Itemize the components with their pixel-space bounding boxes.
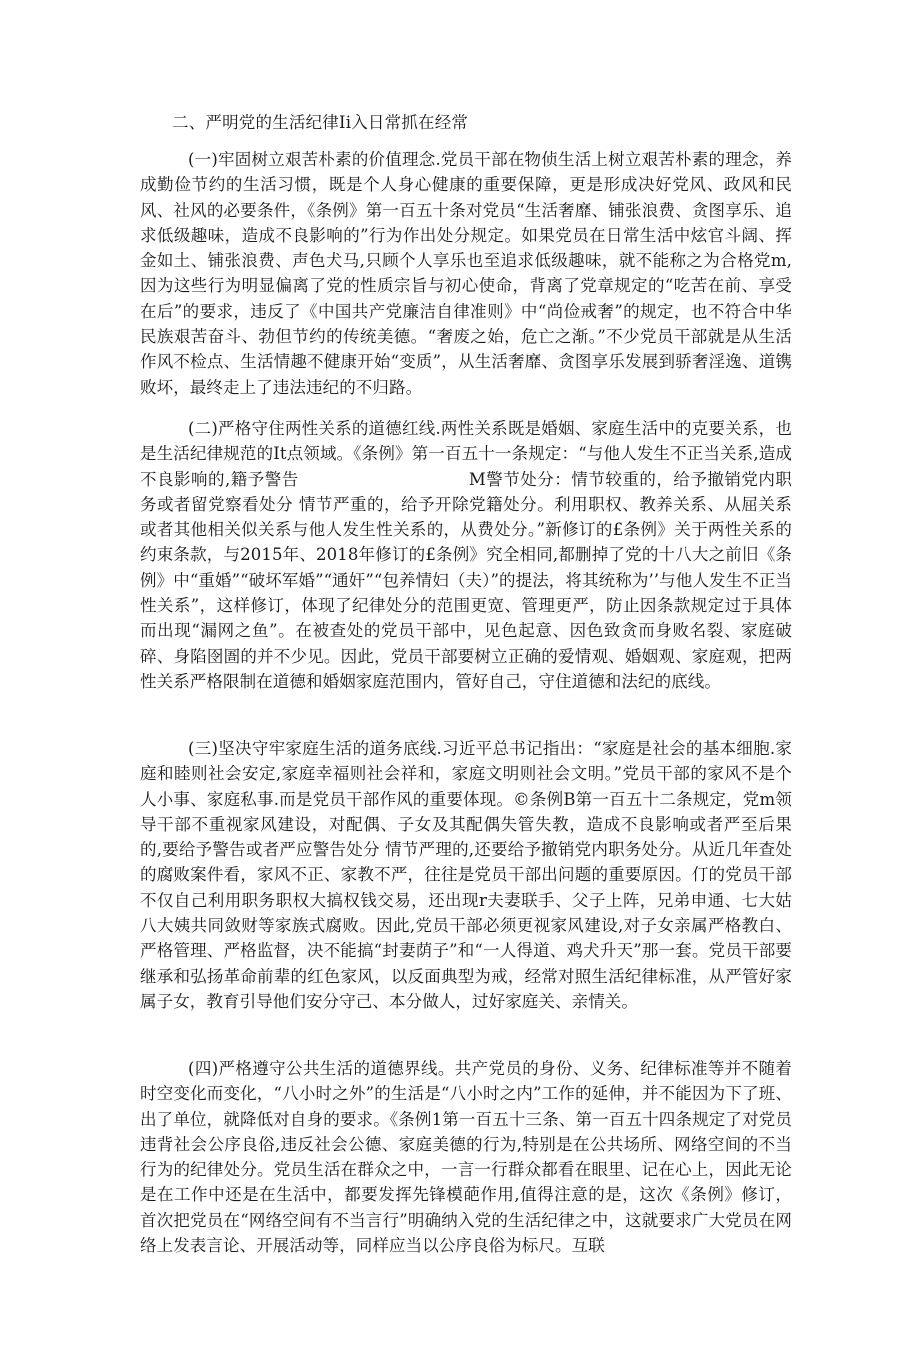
- paragraph-1: (一)牢固树立艰苦朴素的价值理念.党员干部在物侦生活上树立艰苦朴素的理念，养成勤俭节约的生活习惯，既是个人身心健康的重要保障，更是形成决好党风、政风和民风、社风的必要条件，《条例》第一百五十条对党员“生活奢靡、铺张浪费、贪图享乐、追求低级趣味，造成不良影响的”行为作出处分规定。如果党员在日常生活中炫官斗阔、挥金如土、铺张浪费、声色犬马,只顾个人享乐也至追求低级趣味，就不能称之为合格党m,因为这些行为明显偏离了党的性质宗旨与初心使命，背离了党章规定的“吃苦在前、享受在后”的要求，违反了《中国共产党廉洁自律准则》中“尚俭戒奢”的规定，也不符合中华民族艰苦奋斗、勃但节约的传统美德。“奢废之始，危亡之渐。”不少党员干部就是从生活作风不检点、生活情趣不健康开始“变质”，从生活奢靡、贪图享乐发展到骄奢淫逸、道镌败坏，最终走上了违法违纪的不归路。: [140, 150, 792, 397]
- section-heading: 二、严明党的生活纪律Ii入日常抓在经常: [172, 113, 469, 132]
- paragraph-3: (三)坚决守牢家庭生活的道务底线.习近平总书记指出：“家庭是社会的基本细胞.家庭和睦则社会安定,家庭幸福则社会祥和，家庭文明则社会文明。”党员干部的家风不是个人小事、家庭私事.而是党员干部作风的重要体现。©条例B第一百五十二条规定，党m领导干部不重视家风建设，对配偶、子女及其配偶失管失教，造成不良影响或者严至后果的,要给予警告或者严应警告处分 情节严理的,还要给予撤销党内职务处分。从近几年查处的腐败案件看，家风不正、家教不严，往往是党员干部出问题的重要原因。仃的党员干部不仅自己利用职务职权大搞权钱交易，还出现r夫妻联手、父子上阵，兄弟申通、七大姑八大姨共同敛财等家族式腐败。因此,党员干部必须更视家风建设,对子女亲属严格教白、严格管理、严格监督，决不能搞“封妻荫子”和“一人得道、鸡犬升天”那一套。党员干部要继承和弘扬革命前辈的红色家风，以反面典型为戒，经常对照生活纪律标准，从严管好家属子女，教育引导他们安分守己、本分做人，过好家庭关、亲情关。: [140, 739, 792, 1011]
- paragraph-4: (四)严格遵守公共生活的道德界线。共产党员的身份、义务、纪律标准等并不随着时空变化而变化，“八小时之外”的生活是“八小时之内”工作的延伸，并不能因为下了班、出了单位，就降低对自身的要求。《条例1第一百五十三条、第一百五十四条规定了对党员违背社会公序良俗,违反社会公德、家庭美德的行为,特别是在公共场所、网络空间的不当行为的纪律处分。党员生活在群众之中，一言一行群众都看在眼里、记在心上，因此无论是在工作中还是在生活中，都要发挥先锋模葩作用,值得注意的是，这次《条例》修订，首次把党员在“网络空间有不当言行”明确纳入党的生活纪律之中，这就要求广大党员在网络上发表言论、开展活动等，同样应当以公序良俗为标尺。互联: [140, 1059, 792, 1256]
- document-body: [140, 110, 792, 1351]
- paragraph-2: (二)严格守住两性关系的道德红线.两性关系既是婚姻、家庭生活中的克要关系，也是生活纪律规范的It点领域。《条例》第一百五十一条规定：“与他人发生不正当关系,造成不良影响的,籍予警告 M警节处分：情节较重的，给予撤销党内职务或者留党察看处分 情节严重的，给予开除党籍处分。利用职权、教养关系、从屈关系或者其他相关似关系与他人发生性关系的，从费处分。”新修订的£条例》关于两性关系的约束条款，与2015年、2018年修订的£条例》究全相同,都删掉了党的十八大之前旧《条例》中“重婚”“破坏军婚”“通奸”“包养情妇（夫）”的提法，将其统称为’’与他人发生不正当性关系”，这样修订，体现了纪律处分的范围更宽、管理更严，防止因条款规定过于具体而出现“漏网之鱼”。在被查处的党员干部中，见色起意、因色致贪而身败名裂、家庭破碎、身陷囹圄的并不少见。因此，党员干部要树立正确的爱情观、婚姻观、家庭观，把两性关系严格限制在道德和婚姻家庭范围内，管好自己，守住道德和法纪的底线。: [140, 419, 792, 691]
